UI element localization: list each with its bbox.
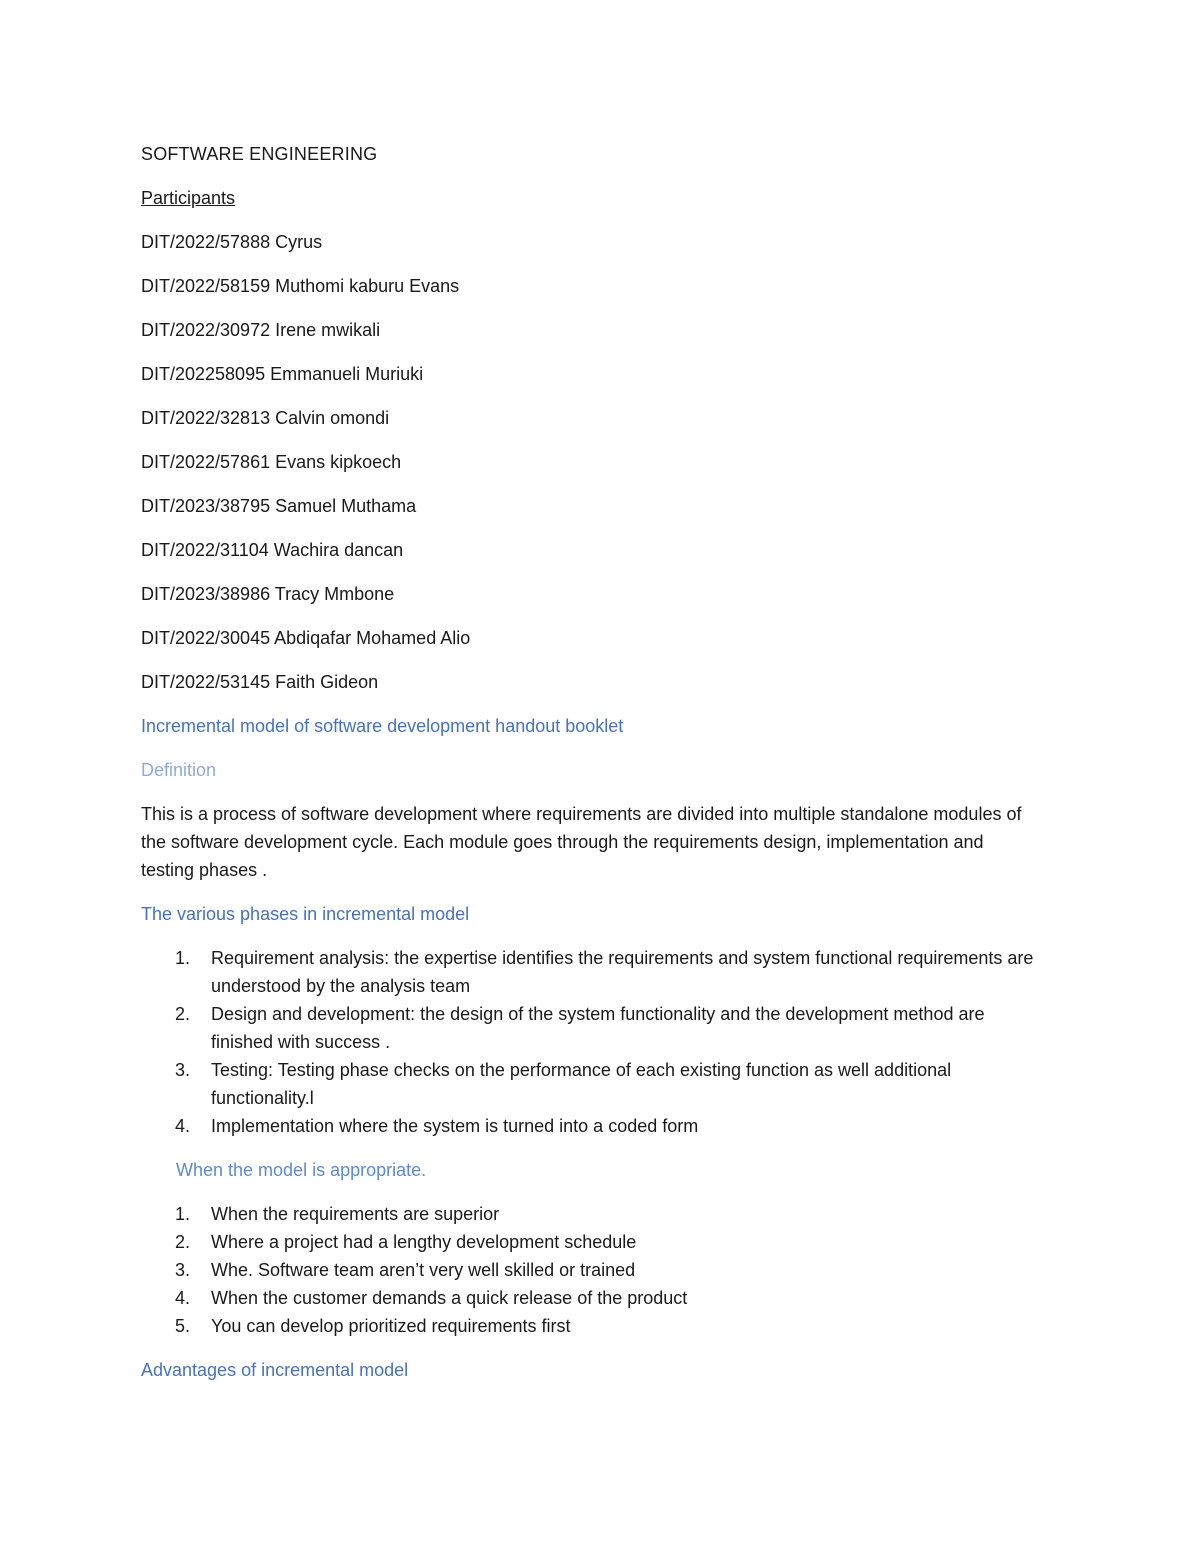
list-number: 1. — [175, 948, 191, 968]
list-number: 4. — [175, 1116, 191, 1136]
appropriate-list — [141, 1200, 1061, 1340]
advantages-heading: Advantages of incremental model — [141, 1360, 409, 1380]
list-number: 4. — [175, 1288, 191, 1308]
list-item — [141, 1256, 1051, 1284]
list-item-text: Whe. Software team aren’t very well skilled or trained — [211, 1260, 636, 1280]
list-item — [141, 1228, 1051, 1256]
list-item — [141, 1312, 1051, 1340]
list-item-text: Requirement analysis: the expertise identifies the requirements and system functional requirements are understood by the analysis team — [211, 948, 1034, 996]
phases-list — [141, 944, 1061, 1140]
list-item — [141, 944, 1051, 1000]
list-item — [141, 1112, 1051, 1140]
participant-entry: DIT/2022/31104 Wachira dancan — [141, 540, 404, 560]
participant-entry: DIT/2022/58159 Muthomi kaburu Evans — [141, 276, 460, 296]
document-page — [141, 140, 1061, 1400]
definition-heading: Definition — [141, 760, 217, 780]
list-item-text: Implementation where the system is turned into a coded form — [211, 1116, 699, 1136]
list-number: 2. — [175, 1004, 191, 1024]
list-item-text: You can develop prioritized requirements first — [211, 1316, 571, 1336]
list-item-text: When the requirements are superior — [211, 1204, 500, 1224]
participant-entry: DIT/2023/38986 Tracy Mmbone — [141, 584, 395, 604]
list-item — [141, 1000, 1051, 1056]
list-item-text: When the customer demands a quick release of the product — [211, 1288, 688, 1308]
participant-entry: DIT/2023/38795 Samuel Muthama — [141, 496, 417, 516]
document-title: SOFTWARE ENGINEERING — [141, 144, 378, 164]
appropriate-heading: When the model is appropriate. — [176, 1160, 427, 1180]
participant-entry: DIT/2022/32813 Calvin omondi — [141, 408, 390, 428]
participants-list — [141, 228, 1061, 696]
list-item — [141, 1056, 1051, 1112]
participant-entry: DIT/2022/57888 Cyrus — [141, 232, 323, 252]
participant-entry: DIT/2022/30045 Abdiqafar Mohamed Alio — [141, 628, 471, 648]
list-number: 2. — [175, 1232, 191, 1252]
participant-entry: DIT/2022/57861 Evans kipkoech — [141, 452, 402, 472]
list-number: 3. — [175, 1260, 191, 1280]
list-number: 1. — [175, 1204, 191, 1224]
definition-text: This is a process of software development where requirements are divided into multiple standalone modules of the software development cycle. Each module goes through the requirements design, implementation and testing phases . — [141, 804, 1022, 880]
list-number: 3. — [175, 1060, 191, 1080]
phases-heading: The various phases in incremental model — [141, 904, 470, 924]
list-item-text: Testing: Testing phase checks on the performance of each existing function as well additional functionality.l — [211, 1060, 952, 1108]
main-heading: Incremental model of software development handout booklet — [141, 716, 624, 736]
list-number: 5. — [175, 1316, 191, 1336]
participants-label: Participants — [141, 188, 236, 208]
participant-entry: DIT/2022/30972 Irene mwikali — [141, 320, 381, 340]
list-item — [141, 1284, 1051, 1312]
list-item-text: Design and development: the design of the system functionality and the development method are finished with success . — [211, 1004, 985, 1052]
list-item — [141, 1200, 1051, 1228]
list-item-text: Where a project had a lengthy development schedule — [211, 1232, 637, 1252]
participant-entry: DIT/202258095 Emmanueli Muriuki — [141, 364, 424, 384]
participant-entry: DIT/2022/53145 Faith Gideon — [141, 672, 379, 692]
